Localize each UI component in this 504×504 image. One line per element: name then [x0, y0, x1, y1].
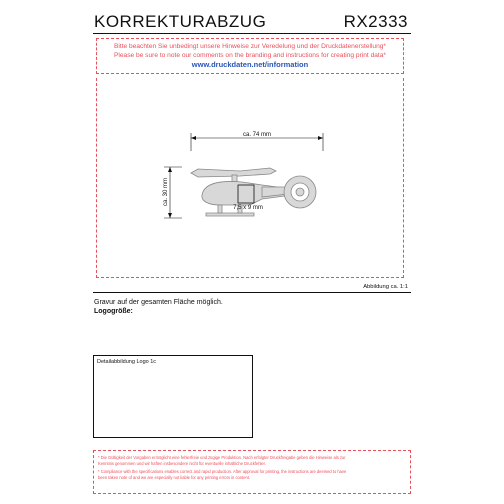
disclaimer-english-1: * Compliance with the specifications enables correct and rapid production. After approval for printing, the instructions are deemed to have: [98, 469, 347, 475]
width-label: ca. 74 mm: [242, 132, 272, 138]
document-title: KORREKTURABZUG: [94, 12, 267, 31]
disclaimer-box: [93, 450, 411, 494]
scale-divider: [93, 292, 411, 293]
tail-ring-center: [296, 188, 304, 196]
logo-size-label: Logogröße:: [94, 308, 133, 315]
engraving-note: Gravur auf der gesamten Fläche möglich.: [94, 299, 223, 306]
height-label: ca. 30 mm: [163, 177, 169, 207]
scale-label: Abbildung ca. 1:1: [363, 284, 408, 290]
disclaimer-german-1: * Die Gültigkeit der Vorgaben ermöglicht eine fehlerfreie und zügige Produktion. Nach erfolgter Druckfreigabe geben die Hinweise als zur: [98, 455, 346, 460]
information-link[interactable]: www.druckdaten.net/information: [191, 60, 309, 69]
notice-german: Bitte beachten Sie unbedingt unsere Hinweise zur Veredelung und der Druckdatenerstellung*: [114, 43, 386, 50]
disclaimer-english-2: been taken note of and we are especially not liable for any printing errors in content.: [98, 474, 251, 480]
logo-area-label: 7,5 x 9 mm: [233, 205, 263, 211]
logo-detail-box: [93, 355, 253, 438]
disclaimer-german-2: Kenntnis genommen und wir haften insbesondere nicht für eventuelle inhaltliche Druckfehler.: [98, 460, 266, 466]
product-code: RX2333: [343, 12, 408, 31]
notice-english: Please be sure to note our comments on the branding and instructions for creating print data*: [114, 52, 386, 59]
notice-box: [96, 38, 404, 74]
helicopter-tool-drawing: [150, 125, 340, 225]
header-divider: [93, 33, 411, 34]
logo-detail-label: Detailabbildung Logo 1c: [97, 359, 157, 365]
